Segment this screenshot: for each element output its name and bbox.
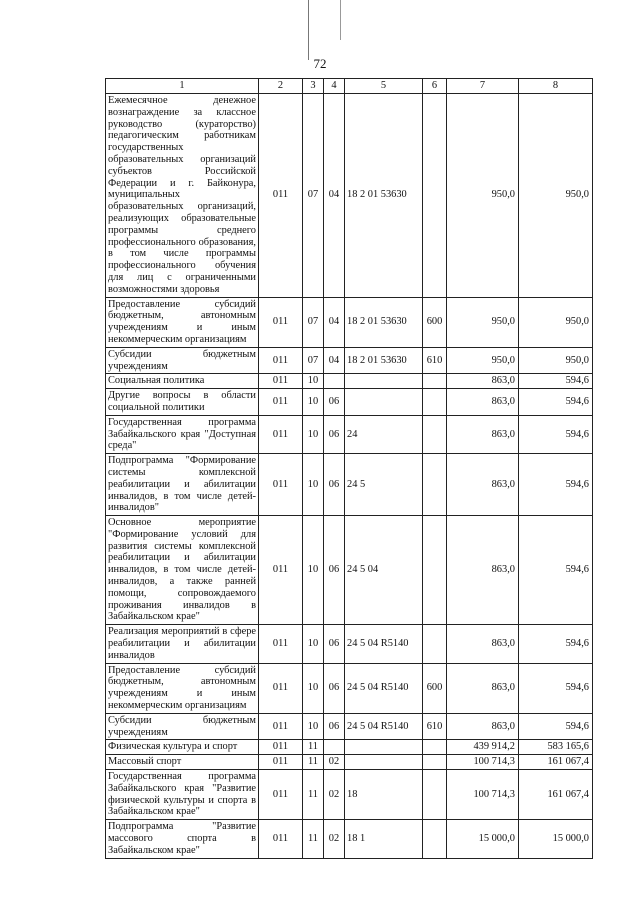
row-code-subsection — [324, 374, 345, 389]
row-code-target: 18 2 01 53630 — [345, 94, 423, 298]
row-amount-col8: 594,6 — [519, 663, 593, 713]
row-name: Предоставление субсидий бюджетным, автономным учреждениям и иным некоммерческим организациям — [106, 663, 259, 713]
column-header: 8 — [519, 79, 593, 94]
row-code-section: 10 — [303, 625, 324, 663]
row-amount-col8: 594,6 — [519, 389, 593, 416]
table-row — [106, 820, 593, 858]
row-code-section: 07 — [303, 297, 324, 347]
row-code-target: 18 2 01 53630 — [345, 347, 423, 374]
row-amount-col8: 583 165,6 — [519, 740, 593, 755]
row-code-expense-type: 610 — [423, 347, 447, 374]
row-code-target — [345, 374, 423, 389]
row-code-target: 24 5 — [345, 454, 423, 516]
table-row — [106, 347, 593, 374]
row-code-expense-type — [423, 389, 447, 416]
row-amount-col8: 594,6 — [519, 415, 593, 453]
row-amount-col8: 950,0 — [519, 94, 593, 298]
row-code-section: 07 — [303, 94, 324, 298]
row-code-expense-type — [423, 415, 447, 453]
row-amount-col8: 950,0 — [519, 347, 593, 374]
row-code-ministry: 011 — [259, 516, 303, 625]
row-code-target: 24 5 04 — [345, 516, 423, 625]
row-code-subsection: 06 — [324, 713, 345, 740]
row-code-ministry: 011 — [259, 454, 303, 516]
row-amount-col7: 950,0 — [447, 297, 519, 347]
row-amount-col8: 594,6 — [519, 713, 593, 740]
row-name: Предоставление субсидий бюджетным, автономным учреждениям и иным некоммерческим организациям — [106, 297, 259, 347]
row-code-subsection: 04 — [324, 297, 345, 347]
row-amount-col7: 863,0 — [447, 713, 519, 740]
row-amount-col8: 594,6 — [519, 374, 593, 389]
row-code-target: 24 — [345, 415, 423, 453]
row-name: Ежемесячное денежное вознаграждение за классное руководство (кураторство) педагогическим работникам государственных образовательных организаций субъектов Российской Федерации и г. Байконура, муниципальных образовательных организаций, реализующих образовательные программы среднего профессионального образования, в том числе программы профессионального обучения для лиц с ограниченными возможностями здоровья — [106, 94, 259, 298]
row-code-target: 24 5 04 R5140 — [345, 663, 423, 713]
row-code-target: 18 2 01 53630 — [345, 297, 423, 347]
row-amount-col7: 863,0 — [447, 516, 519, 625]
row-code-section: 10 — [303, 713, 324, 740]
row-code-subsection — [324, 740, 345, 755]
row-code-ministry: 011 — [259, 347, 303, 374]
table-row — [106, 516, 593, 625]
row-amount-col7: 439 914,2 — [447, 740, 519, 755]
table-row — [106, 415, 593, 453]
row-code-target: 18 — [345, 770, 423, 820]
row-amount-col8: 594,6 — [519, 625, 593, 663]
row-code-ministry: 011 — [259, 94, 303, 298]
row-code-expense-type — [423, 755, 447, 770]
row-amount-col7: 863,0 — [447, 454, 519, 516]
row-code-ministry: 011 — [259, 415, 303, 453]
row-code-subsection: 06 — [324, 663, 345, 713]
table-row — [106, 713, 593, 740]
row-amount-col7: 15 000,0 — [447, 820, 519, 858]
budget-table — [105, 78, 593, 859]
row-name: Подпрограмма "Формирование системы комплексной реабилитации и абилитации инвалидов, в том числе детей-инвалидов" — [106, 454, 259, 516]
row-name: Субсидии бюджетным учреждениям — [106, 713, 259, 740]
table-row — [106, 755, 593, 770]
row-code-section: 10 — [303, 454, 324, 516]
table-row — [106, 625, 593, 663]
row-amount-col8: 594,6 — [519, 454, 593, 516]
column-header: 6 — [423, 79, 447, 94]
row-code-subsection: 06 — [324, 454, 345, 516]
row-code-section: 10 — [303, 389, 324, 416]
row-code-expense-type: 610 — [423, 713, 447, 740]
row-code-subsection: 02 — [324, 820, 345, 858]
row-code-section: 10 — [303, 415, 324, 453]
row-code-subsection: 02 — [324, 770, 345, 820]
row-code-section: 10 — [303, 374, 324, 389]
row-code-section: 10 — [303, 516, 324, 625]
row-amount-col7: 950,0 — [447, 347, 519, 374]
row-name: Физическая культура и спорт — [106, 740, 259, 755]
row-code-ministry: 011 — [259, 770, 303, 820]
row-code-expense-type: 600 — [423, 663, 447, 713]
row-code-target — [345, 389, 423, 416]
row-code-expense-type — [423, 516, 447, 625]
row-code-expense-type — [423, 374, 447, 389]
row-code-ministry: 011 — [259, 297, 303, 347]
scan-artifact-line — [340, 0, 341, 40]
row-name: Реализация мероприятий в сфере реабилитации и абилитации инвалидов — [106, 625, 259, 663]
row-code-section: 11 — [303, 770, 324, 820]
row-name: Социальная политика — [106, 374, 259, 389]
row-amount-col7: 950,0 — [447, 94, 519, 298]
row-code-section: 11 — [303, 755, 324, 770]
column-header: 1 — [106, 79, 259, 94]
row-code-target — [345, 740, 423, 755]
table-row — [106, 740, 593, 755]
table-row — [106, 770, 593, 820]
row-code-ministry: 011 — [259, 713, 303, 740]
row-code-ministry: 011 — [259, 740, 303, 755]
row-code-target: 24 5 04 R5140 — [345, 713, 423, 740]
table-row — [106, 374, 593, 389]
row-name: Подпрограмма "Развитие массового спорта в Забайкальском крае" — [106, 820, 259, 858]
row-code-ministry: 011 — [259, 389, 303, 416]
row-amount-col8: 594,6 — [519, 516, 593, 625]
row-code-subsection: 02 — [324, 755, 345, 770]
row-code-subsection: 06 — [324, 415, 345, 453]
row-code-ministry: 011 — [259, 820, 303, 858]
row-code-ministry: 011 — [259, 625, 303, 663]
row-amount-col7: 863,0 — [447, 663, 519, 713]
table-row — [106, 94, 593, 298]
row-code-expense-type — [423, 454, 447, 516]
column-header: 2 — [259, 79, 303, 94]
row-amount-col8: 161 067,4 — [519, 755, 593, 770]
row-name: Другие вопросы в области социальной политики — [106, 389, 259, 416]
table-row — [106, 663, 593, 713]
row-code-section: 11 — [303, 740, 324, 755]
row-code-section: 07 — [303, 347, 324, 374]
row-code-ministry: 011 — [259, 663, 303, 713]
table-row — [106, 297, 593, 347]
row-code-expense-type: 600 — [423, 297, 447, 347]
row-code-expense-type — [423, 740, 447, 755]
row-code-ministry: 011 — [259, 374, 303, 389]
row-code-subsection: 04 — [324, 347, 345, 374]
row-name: Государственная программа Забайкальского края "Развитие физической культуры и спорта в Забайкальском крае" — [106, 770, 259, 820]
row-amount-col7: 863,0 — [447, 389, 519, 416]
column-header: 5 — [345, 79, 423, 94]
row-code-target — [345, 755, 423, 770]
row-amount-col8: 15 000,0 — [519, 820, 593, 858]
row-code-ministry: 011 — [259, 755, 303, 770]
row-code-expense-type — [423, 625, 447, 663]
row-code-target: 24 5 04 R5140 — [345, 625, 423, 663]
row-code-subsection: 06 — [324, 625, 345, 663]
row-name: Субсидии бюджетным учреждениям — [106, 347, 259, 374]
row-code-subsection: 06 — [324, 389, 345, 416]
scan-artifact-line — [308, 0, 309, 60]
row-amount-col7: 863,0 — [447, 374, 519, 389]
column-header: 4 — [324, 79, 345, 94]
row-name: Основное мероприятие "Формирование условий для развития системы комплексной реабилитации и абилитации инвалидов, в том числе детей-инвалидов, а также ранней помощи, сопровождаемого проживания инвалидов в Забайкальском крае" — [106, 516, 259, 625]
table-header-row — [106, 79, 593, 94]
table-row — [106, 389, 593, 416]
row-amount-col7: 863,0 — [447, 625, 519, 663]
row-name: Государственная программа Забайкальского края "Доступная среда" — [106, 415, 259, 453]
row-code-section: 10 — [303, 663, 324, 713]
row-code-subsection: 06 — [324, 516, 345, 625]
row-amount-col7: 100 714,3 — [447, 755, 519, 770]
row-code-expense-type — [423, 820, 447, 858]
column-header: 7 — [447, 79, 519, 94]
row-amount-col7: 863,0 — [447, 415, 519, 453]
row-code-expense-type — [423, 770, 447, 820]
page-number: 72 — [313, 56, 327, 71]
row-amount-col8: 161 067,4 — [519, 770, 593, 820]
row-code-section: 11 — [303, 820, 324, 858]
column-header: 3 — [303, 79, 324, 94]
row-code-target: 18 1 — [345, 820, 423, 858]
table-row — [106, 454, 593, 516]
row-amount-col8: 950,0 — [519, 297, 593, 347]
row-amount-col7: 100 714,3 — [447, 770, 519, 820]
row-name: Массовый спорт — [106, 755, 259, 770]
row-code-expense-type — [423, 94, 447, 298]
row-code-subsection: 04 — [324, 94, 345, 298]
